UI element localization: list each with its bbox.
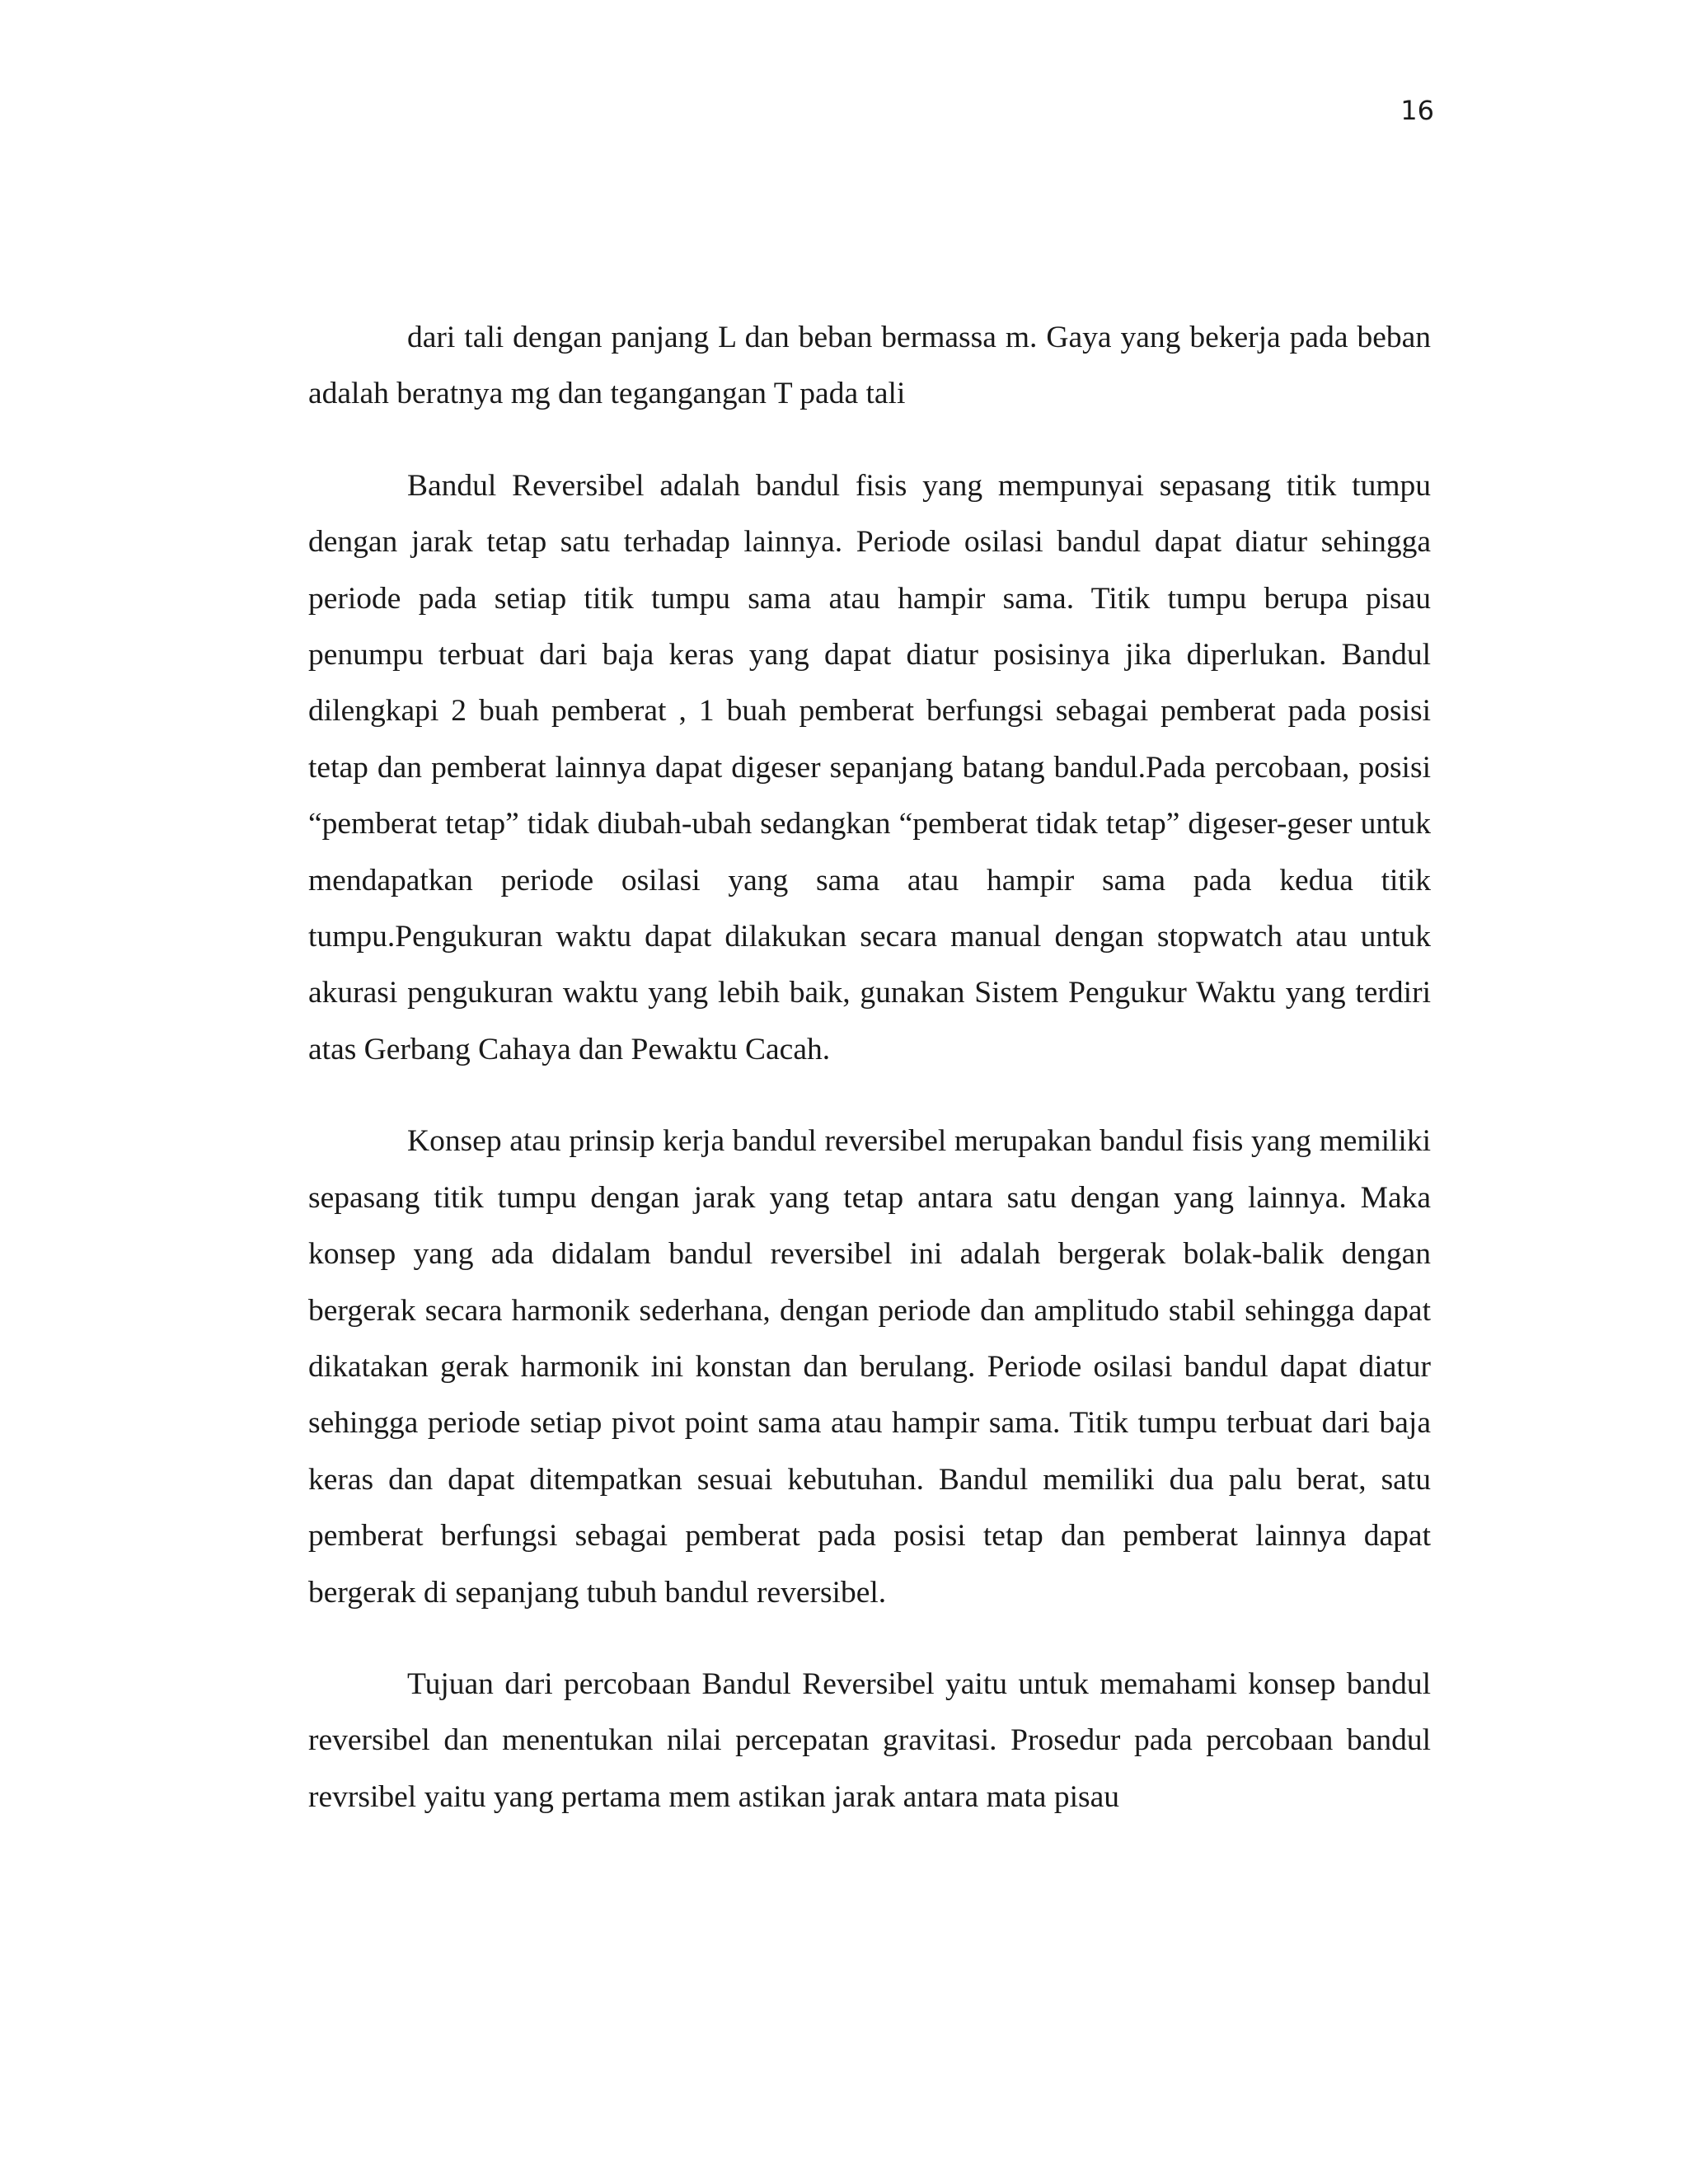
paragraph-bandul-reversibel: Bandul Reversibel adalah bandul fisis yang mempunyai sepasang titik tumpu dengan jarak tetap satu terhadap lainnya. Periode osilasi bandul dapat diatur sehingga periode pada setiap titik tumpu sama atau hampir sama. Titik tumpu berupa pisau penumpu terbuat dari baja keras yang dapat diatur posisinya jika diperlukan. Bandul dilengkapi 2 buah pemberat , 1 buah pemberat berfungsi sebagai pemberat pada posisi tetap dan pemberat lainnya dapat digeser sepanjang batang bandul.Pada percobaan, posisi “pemberat tetap” tidak diubah-ubah sedangkan “pemberat tidak tetap” digeser-geser untuk mendapatkan periode osilasi yang sama atau hampir sama pada kedua titik tumpu.Pengukuran waktu dapat dilakukan secara manual dengan stopwatch atau untuk akurasi pengukuran waktu yang lebih baik, gunakan Sistem Pengukur Waktu yang terdiri atas Gerbang Cahaya dan Pewaktu Cacah. [308, 468, 1431, 1066]
paragraph-tujuan: Tujuan dari percobaan Bandul Reversibel yaitu untuk memahami konsep bandul reversibel dan menentukan nilai percepatan gravitasi. Prosedur pada percobaan bandul revrsibel yaitu yang pertama mem astikan jarak antara mata pisau [308, 1666, 1431, 1814]
paragraph-continuation: dari tali dengan panjang L dan beban bermassa m. Gaya yang bekerja pada beban adalah beratnya mg dan tegangangan T pada tali [308, 321, 1431, 411]
paragraph-konsep: Konsep atau prinsip kerja bandul reversibel merupakan bandul fisis yang memiliki sepasang titik tumpu dengan jarak yang tetap antara satu dengan yang lainnya. Maka konsep yang ada didalam bandul reversibel ini adalah bergerak bolak-balik dengan bergerak secara harmonik sederhana, dengan periode dan amplitudo stabil sehingga dapat dikatakan gerak harmonik ini konstan dan berulang. Periode osilasi bandul dapat diatur sehingga periode setiap pivot point sama atau hampir sama. Titik tumpu terbuat dari baja keras dan dapat ditempatkan sesuai kebutuhan. Bandul memiliki dua palu berat, satu pemberat berfungsi sebagai pemberat pada posisi tetap dan pemberat lainnya dapat bergerak di sepanjang tubuh bandul reversibel. [308, 1124, 1431, 1610]
document-body [308, 310, 1431, 1825]
page-number: 16 [1400, 95, 1434, 126]
